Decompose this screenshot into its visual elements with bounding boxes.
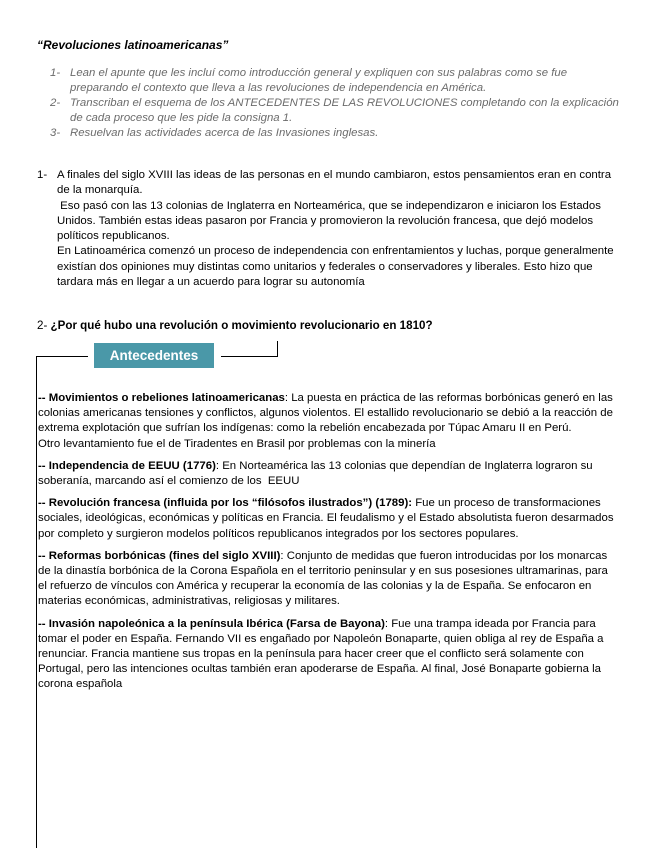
instruction-number: 1- (50, 67, 61, 79)
section-invasion-napoleonica (38, 617, 618, 693)
instruction-number: 3- (50, 127, 61, 139)
bracket-line-up (277, 341, 278, 357)
section-reformas-borbonicas (38, 549, 618, 610)
instruction-item (50, 96, 620, 126)
bracket-line-vertical (36, 356, 37, 848)
section-independencia-eeuu (38, 459, 618, 489)
section-body: : La puesta en práctica de las reformas borbónicas generó en las colonias americanas tensiones y conflictos, algunos violentos. El estallido revolucionario se debió a la reacción de extrema explotación que sufrían los indígenas: como la rebelión encabezada por Túpac Amaru II en Perú. (38, 392, 613, 435)
answer-paragraph: Eso pasó con las 13 colonias de Inglaterra en Norteamérica, que se independizaron e iniciaron los Estados Unidos. También estas ideas pasaron por Francia y promovieron la revolución francesa, que dejó modelos políticos republicanos. (57, 199, 605, 243)
instruction-text: Lean el apunte que les incluí como introducción general y expliquen con sus palabras como se fue preparando el contexto que lleva a las revoluciones de independencia en América. (70, 67, 568, 94)
antecedentes-label: Antecedentes (94, 343, 214, 368)
section-body: : En Norteamérica las 13 colonias que dependían de Inglaterra lograron su soberanía, marcando así el comienzo de los EEUU (38, 459, 596, 488)
section-movimientos (38, 391, 618, 452)
section-extra: Otro levantamiento fue el de Tiradentes en Brasil por problemas con la minería (38, 437, 436, 450)
answer-1 (37, 168, 617, 290)
instruction-item (50, 126, 620, 141)
bracket-line-right (221, 356, 278, 357)
question-2 (37, 319, 433, 332)
section-heading: -- Independencia de EEUU (1776) (38, 459, 216, 472)
answer-paragraph: A finales del siglo XVIII las ideas de las personas en el mundo cambiaron, estos pensamientos eran en contra de la monarquía. (57, 169, 612, 197)
antecedentes-sections (38, 391, 618, 700)
document-title: “Revoluciones latinoamericanas” (37, 38, 229, 52)
answer-paragraph: En Latinoamérica comenzó un proceso de independencia con enfrentamientos y luchas, porque generalmente existían dos opiniones muy distintas como unitarios y federales o conservadores y liberales. Esto hizo que tardara más en llegar a un acuerdo para lograr su autonomía (57, 245, 614, 289)
section-body: : Conjunto de medidas que fueron introducidas por los monarcas de la dinastía borbónica de la Corona Española en el territorio peninsular y en sus posesiones ultramarinas, para el refuerzo de vínculos con América y recuperar la economía de las colonias y la de España. Se enfocaron en materias económicas, administrativas, religiosas y militares. (38, 549, 608, 608)
section-body: : Fue una trampa ideada por Francia para tomar el poder en España. Fernando VII es engañado por Napoleón Bonaparte, quien obliga al rey de España a renunciar. Francia mantiene sus tropas en la península para hacer creer que el conflicto será solamente con Portugal, pero las intenciones ocultas también eran apoderarse de España. Al final, José Bonaparte gobierna la corona española (38, 617, 604, 691)
question-number: 2- (37, 319, 48, 332)
instruction-text: Resuelvan las actividades acerca de las Invasiones inglesas. (70, 127, 379, 139)
answer-number: 1- (37, 169, 48, 181)
section-body: Fue un proceso de transformaciones sociales, ideológicas, económicas y políticas en Francia. El feudalismo y el Estado absolutista fueron desarmados por completo y surgieron modelos políticos republicanos integrados por los sectores populares. (38, 497, 614, 540)
instructions-list (50, 66, 620, 141)
question-text: ¿Por qué hubo una revolución o movimiento revolucionario en 1810? (50, 319, 433, 332)
instruction-number: 2- (50, 97, 61, 109)
bracket-line-left (36, 356, 88, 357)
section-heading: -- Revolución francesa (influida por los “filósofos ilustrados”) (1789): (38, 497, 413, 510)
section-revolucion-francesa (38, 496, 618, 542)
instruction-text: Transcriban el esquema de los ANTECEDENTES DE LAS REVOLUCIONES completando con la explicación de cada proceso que les pide la consigna 1. (70, 97, 619, 124)
section-heading: -- Invasión napoleónica a la península Ibérica (Farsa de Bayona) (38, 617, 385, 630)
section-heading: -- Movimientos o rebeliones latinoamericanas (38, 392, 285, 404)
section-heading: -- Reformas borbónicas (fines del siglo XVIII) (38, 549, 281, 562)
instruction-item (50, 66, 620, 96)
